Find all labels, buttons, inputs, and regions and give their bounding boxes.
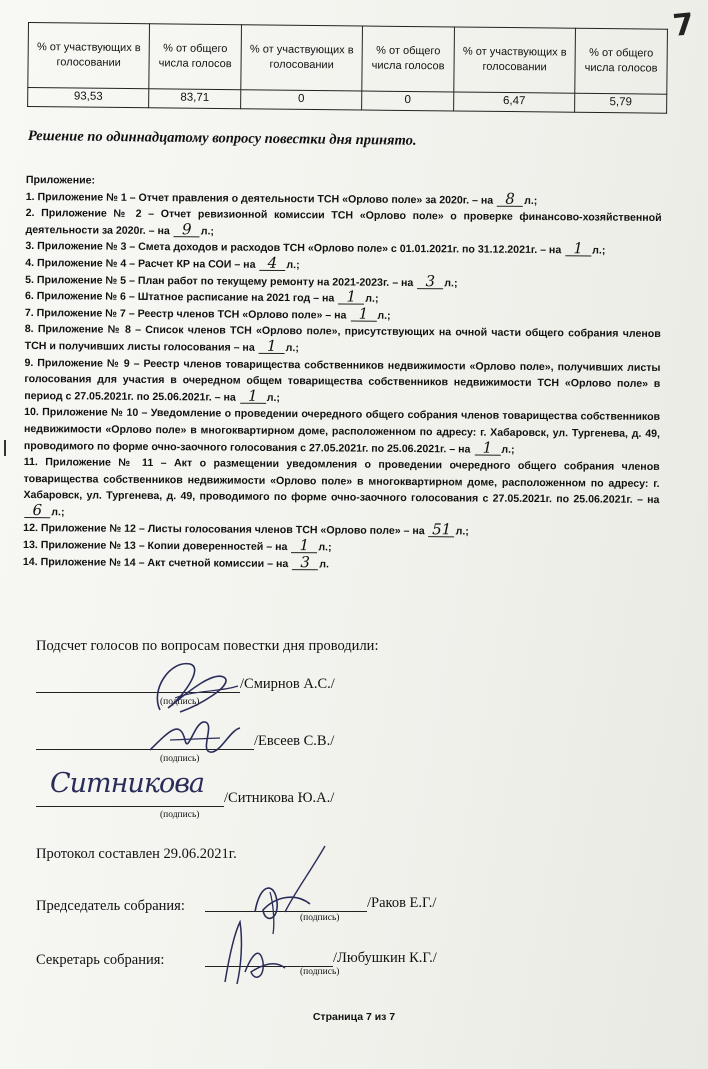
appendix-item-text: 9. Приложение № 9 – Реестр членов товарищества собственников недвижимости «Орлово поле», получивших листы голосования для участия в очередном общем товарищества собственников недвижимости ТСН «Орлово поле» в период с 27.05.2021г. по 25.06.2021г. – на: [24, 356, 661, 404]
votes-table: [27, 22, 668, 113]
signature-caption: (подпись): [300, 967, 340, 977]
page-count-handwritten: 1: [259, 340, 285, 354]
appendix-item-suffix: л.;: [285, 341, 299, 355]
appendix-item-suffix: л.;: [592, 244, 606, 257]
appendix-item: [24, 355, 660, 410]
appendix-title: Приложение:: [25, 173, 96, 187]
appendix-item: [24, 404, 660, 459]
chair-name: /Раков Е.Г./: [367, 895, 437, 911]
appendix-item-suffix: л.;: [455, 525, 469, 538]
appendix-item: [23, 454, 660, 525]
signature-caption: (подпись): [160, 810, 200, 820]
appendix-item-text: 5. Приложение № 5 – План работ по текущему ремонту на 2021-2023г. – на: [25, 273, 414, 289]
appendix-item-text: 7. Приложение № 7 – Реестр членов ТСН «Орлово поле» – на: [24, 306, 347, 322]
appendix-item-suffix: л.;: [524, 194, 538, 207]
page-count-handwritten: 8: [497, 192, 523, 206]
appendix-item-suffix: л.: [319, 557, 329, 571]
votes-table-header-cell: % от общего числа голосов: [362, 26, 455, 92]
votes-table-value-cell: 6,47: [454, 92, 575, 112]
page-footer: Страница 7 из 7: [312, 1011, 396, 1023]
secretary-label: Секретарь собрания:: [36, 952, 165, 968]
page-count-handwritten: 9: [174, 223, 200, 237]
appendix-item-text: 12. Приложение № 12 – Листы голосования членов ТСН «Орлово поле» – на: [23, 522, 425, 538]
page-count-handwritten: 1: [565, 243, 591, 257]
appendix-item-suffix: л.;: [365, 292, 379, 305]
chair-label: Председатель собрания:: [36, 898, 185, 914]
signature-caption: (подпись): [160, 754, 200, 764]
page-count-handwritten: 6: [24, 504, 50, 518]
signer-name: /Евсеев С.В./: [254, 733, 335, 749]
votes-table-header-cell: % от участвующих в голосовании: [28, 23, 150, 89]
protocol-date: Протокол составлен 29.06.2021г.: [36, 846, 237, 862]
appendix-item-text: 14. Приложение № 14 – Акт счетной комиссии – на: [22, 555, 289, 570]
votes-table-header-cell: % от участвующих в голосовании: [241, 25, 363, 91]
votes-table-value-cell: 83,71: [149, 89, 241, 108]
appendix-item-text: 3. Приложение № 3 – Смета доходов и расходов ТСН «Орлово поле» с 01.01.2021г. по 31.12.2021г. – на: [25, 240, 562, 257]
signer-name: /Ситникова Ю.А./: [224, 790, 335, 806]
votes-table-value-cell: 5,79: [575, 93, 667, 112]
signature-caption: (подпись): [300, 913, 340, 923]
secretary-name: /Любушкин К.Г./: [333, 950, 437, 966]
appendix-item-text: 13. Приложение № 13 – Копии доверенностей – на: [23, 539, 288, 554]
appendix-item-suffix: л.;: [286, 259, 300, 272]
appendix-item-text: 2. Приложение № 2 – Отчет ревизионной комиссии ТСН «Орлово поле» о проверке финансово-хозяйственной деятельности за 2020г. – на: [25, 207, 662, 237]
votes-table-value-cell: 0: [362, 91, 454, 110]
votes-table-header-row: [28, 23, 668, 95]
appendix-item: [25, 321, 661, 359]
appendix-item-suffix: л.;: [444, 276, 458, 289]
page-count-handwritten: 1: [240, 389, 266, 403]
appendix-item-suffix: л.;: [501, 443, 515, 456]
margin-mark: [4, 440, 6, 456]
page-count-handwritten: 51: [429, 524, 455, 538]
appendix-item-suffix: л.;: [318, 541, 332, 554]
votes-table-header-cell: % от общего числа голосов: [149, 24, 242, 90]
page-count-handwritten: 3: [292, 556, 318, 570]
counting-heading: Подсчет голосов по вопросам повестки дня проводили:: [36, 638, 379, 654]
page-count-handwritten: 4: [259, 257, 285, 271]
page-count-handwritten: 1: [338, 291, 364, 305]
appendix-item-text: 8. Приложение № 8 – Список членов ТСН «Орлово поле», присутствующих на очной части общего собрания членов ТСН и получивших листы голосования – на: [24, 323, 661, 354]
votes-table-value-cell: 93,53: [28, 88, 149, 108]
appendix-item-suffix: л.;: [51, 506, 65, 519]
signature-lyubushkin: [215, 912, 295, 992]
appendix-item-text: 4. Приложение № 4 – Расчет КР на СОИ – на: [25, 256, 256, 271]
appendix-item-suffix: л.;: [377, 309, 391, 322]
votes-table-header-cell: % от общего числа голосов: [575, 28, 668, 94]
signer-name: /Смирнов А.С./: [240, 676, 335, 692]
page-corner-number: 7: [671, 7, 696, 44]
page-count-handwritten: 1: [474, 441, 500, 455]
appendix-item-text: 6. Приложение № 6 – Штатное расписание на 2021 год – на: [24, 290, 335, 305]
appendix-item-text: 11. Приложение № 11 – Акт о размещении уведомления о проведении очередного общего собрания членов товарищества собственников недвижимости «Орлово поле» в многоквартирном доме, расположенном по адресу: г. Хабаровск, ул. Тургенева, д. 49, проводимого по форме очно-заочного голосования с 27.05.2021г. по 25.06.2021г. – на: [23, 456, 660, 507]
appendix-item-text: 10. Приложение № 10 – Уведомление о проведении очередного общего собрания членов товарищества собственников недвижимости «Орлово поле» в многоквартирном доме, расположенном по адресу: г. Хабаровск, ул. Тургенева, д. 49, проводимого по форме очно-заочного голосования с 27.05.2021г. по 25.06.2021г. – на: [23, 406, 661, 455]
appendix-item: [25, 205, 661, 243]
votes-table-header-cell: % от участвующих в голосовании: [454, 27, 576, 93]
appendix-item-text: 1. Приложение № 1 – Отчет правления о деятельности ТСН «Орлово поле» за 2020г. – на: [25, 190, 494, 207]
signature-evseev: [140, 710, 250, 760]
page-count-handwritten: 3: [417, 275, 443, 289]
signature-sitnikova: Ситникова: [50, 768, 205, 799]
appendix-item-suffix: л.;: [200, 225, 215, 238]
page-count-handwritten: 1: [350, 307, 376, 321]
page-count-handwritten: 1: [291, 539, 317, 553]
appendix-item-suffix: л.;: [266, 391, 281, 404]
votes-table-value-cell: 0: [241, 90, 362, 110]
signature-caption: (подпись): [160, 697, 200, 707]
decision-statement: Решение по одиннадцатому вопросу повестки дня принято.: [27, 128, 417, 149]
appendix-list: [23, 172, 662, 575]
